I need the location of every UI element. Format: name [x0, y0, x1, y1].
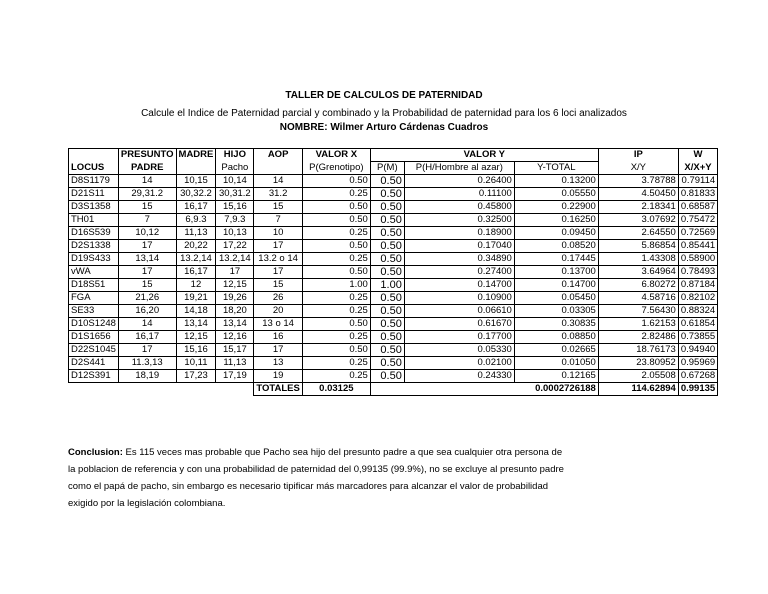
cell-ip: 2.82486 [598, 331, 678, 344]
cell-ph: 0.61670 [404, 318, 514, 331]
cell-ip: 2.18341 [598, 201, 678, 214]
cell-px: 1.00 [302, 279, 370, 292]
cell-ph: 0.14700 [404, 279, 514, 292]
cell-w: 0.61854 [678, 318, 717, 331]
cell-px: 0.50 [302, 266, 370, 279]
cell-hijo: 17 [216, 266, 254, 279]
cell-padre: 13,14 [118, 253, 176, 266]
header-aop-blank [254, 162, 302, 175]
cell-yt: 0.16250 [514, 214, 598, 227]
cell-ph: 0.18900 [404, 227, 514, 240]
header-locus: LOCUS [69, 162, 119, 175]
header-x-xy: X/X+Y [678, 162, 717, 175]
cell-hijo: 19,26 [216, 292, 254, 305]
conclusion-line [68, 444, 708, 461]
totals-blank [370, 383, 404, 396]
table-row [69, 188, 718, 201]
cell-hijo: 17,22 [216, 240, 254, 253]
cell-aop: 17 [254, 240, 302, 253]
header-madre: MADRE [176, 149, 216, 162]
cell-aop: 13 o 14 [254, 318, 302, 331]
cell-madre: 17,23 [176, 370, 216, 383]
cell-yt: 0.05450 [514, 292, 598, 305]
cell-hijo: 10,13 [216, 227, 254, 240]
cell-madre: 10,11 [176, 357, 216, 370]
cell-ph: 0.34890 [404, 253, 514, 266]
header-madre-blank [176, 162, 216, 175]
cell-padre: 21,26 [118, 292, 176, 305]
cell-yt: 0.02665 [514, 344, 598, 357]
cell-locus: D22S1045 [69, 344, 119, 357]
instructions-text: Calcule el Indice de Paternidad parcial y combinado y la Probabilidad de paternidad para los 6 loci analizados [141, 108, 627, 119]
cell-pm: 0.50 [370, 305, 404, 318]
cell-aop: 26 [254, 292, 302, 305]
cell-aop: 7 [254, 214, 302, 227]
document-title: TALLER DE CALCULOS DE PATERNIDAD [285, 90, 483, 101]
cell-madre: 19,21 [176, 292, 216, 305]
cell-hijo: 11,13 [216, 357, 254, 370]
cell-px: 0.25 [302, 331, 370, 344]
cell-w: 0.73855 [678, 331, 717, 344]
cell-pm: 0.50 [370, 357, 404, 370]
cell-pm: 0.50 [370, 266, 404, 279]
cell-aop: 31.2 [254, 188, 302, 201]
cell-madre: 14,18 [176, 305, 216, 318]
cell-w: 0.67268 [678, 370, 717, 383]
cell-hijo: 12,15 [216, 279, 254, 292]
header-presunto: PRESUNTO [118, 149, 176, 162]
cell-aop: 10 [254, 227, 302, 240]
totals-blank [118, 383, 176, 396]
cell-ip: 3.64964 [598, 266, 678, 279]
header-p-h: P(H/Hombre al azar) [404, 162, 514, 175]
cell-locus: D8S1179 [69, 175, 119, 188]
cell-yt: 0.12165 [514, 370, 598, 383]
cell-hijo: 17,19 [216, 370, 254, 383]
cell-madre: 16,17 [176, 266, 216, 279]
table-row [69, 266, 718, 279]
cell-padre: 17 [118, 240, 176, 253]
totals-blank [176, 383, 216, 396]
cell-padre: 11.3,13 [118, 357, 176, 370]
cell-yt: 0.13700 [514, 266, 598, 279]
cell-ip: 7.56430 [598, 305, 678, 318]
cell-aop: 16 [254, 331, 302, 344]
cell-aop: 19 [254, 370, 302, 383]
table-row [69, 175, 718, 188]
cell-ip: 3.07692 [598, 214, 678, 227]
totals-w: 0.99135 [678, 383, 717, 396]
cell-madre: 10,15 [176, 175, 216, 188]
cell-pm: 0.50 [370, 201, 404, 214]
conclusion-line: exigido por la legislación colombiana. [68, 498, 226, 509]
cell-aop: 17 [254, 266, 302, 279]
cell-hijo: 15,16 [216, 201, 254, 214]
header-padre: PADRE [118, 162, 176, 175]
cell-ip: 23.80952 [598, 357, 678, 370]
cell-w: 0.81833 [678, 188, 717, 201]
cell-locus: D10S1248 [69, 318, 119, 331]
cell-padre: 29,31.2 [118, 188, 176, 201]
table-row [69, 318, 718, 331]
cell-hijo: 13,14 [216, 318, 254, 331]
table-row [69, 253, 718, 266]
cell-pm: 0.50 [370, 370, 404, 383]
cell-padre: 16,20 [118, 305, 176, 318]
cell-locus: vWA [69, 266, 119, 279]
table-row [69, 201, 718, 214]
totals-blank [404, 383, 514, 396]
cell-w: 0.68587 [678, 201, 717, 214]
cell-w: 0.78493 [678, 266, 717, 279]
header-p-m: P(M) [370, 162, 404, 175]
cell-ip: 6.80272 [598, 279, 678, 292]
cell-yt: 0.09450 [514, 227, 598, 240]
cell-w: 0.87184 [678, 279, 717, 292]
cell-aop: 15 [254, 201, 302, 214]
cell-yt: 0.30835 [514, 318, 598, 331]
header-valor-x: VALOR X [302, 149, 370, 162]
cell-w: 0.82102 [678, 292, 717, 305]
cell-pm: 0.50 [370, 292, 404, 305]
table-body [69, 175, 718, 383]
table-row [69, 240, 718, 253]
cell-ip: 1.43308 [598, 253, 678, 266]
cell-ip: 18.76173 [598, 344, 678, 357]
totals-label: TOTALES [254, 383, 302, 396]
totals-row [69, 383, 718, 396]
header-aop: AOP [254, 149, 302, 162]
conclusion-label: Conclusion: [68, 447, 123, 458]
header-x-y: X/Y [598, 162, 678, 175]
cell-px: 0.25 [302, 370, 370, 383]
cell-yt: 0.03305 [514, 305, 598, 318]
table-row [69, 305, 718, 318]
cell-madre: 13,14 [176, 318, 216, 331]
cell-aop: 15 [254, 279, 302, 292]
cell-ph: 0.45800 [404, 201, 514, 214]
cell-pm: 0.50 [370, 240, 404, 253]
totals-blank [69, 383, 119, 396]
cell-ph: 0.26400 [404, 175, 514, 188]
cell-ip: 5.86854 [598, 240, 678, 253]
cell-ph: 0.24330 [404, 370, 514, 383]
cell-locus: D19S433 [69, 253, 119, 266]
cell-padre: 10,12 [118, 227, 176, 240]
cell-aop: 13.2 o 14 [254, 253, 302, 266]
table-row [69, 344, 718, 357]
conclusion-paragraph [68, 444, 708, 512]
cell-locus: TH01 [69, 214, 119, 227]
cell-ph: 0.02100 [404, 357, 514, 370]
cell-ip: 2.05508 [598, 370, 678, 383]
cell-ph: 0.06610 [404, 305, 514, 318]
cell-madre: 16,17 [176, 201, 216, 214]
cell-px: 0.50 [302, 201, 370, 214]
cell-padre: 16,17 [118, 331, 176, 344]
header-w: W [678, 149, 717, 162]
cell-aop: 17 [254, 344, 302, 357]
cell-ph: 0.17700 [404, 331, 514, 344]
header-p-genotipo: P(Grenotipo) [302, 162, 370, 175]
cell-padre: 17 [118, 266, 176, 279]
table-row [69, 279, 718, 292]
cell-hijo: 7,9.3 [216, 214, 254, 227]
header-hijo: HIJO [216, 149, 254, 162]
cell-locus: SE33 [69, 305, 119, 318]
header-row-2 [69, 162, 718, 175]
cell-locus: D2S441 [69, 357, 119, 370]
cell-madre: 13.2,14 [176, 253, 216, 266]
cell-ph: 0.05330 [404, 344, 514, 357]
cell-pm: 0.50 [370, 318, 404, 331]
cell-ip: 1.62153 [598, 318, 678, 331]
cell-locus: D18S51 [69, 279, 119, 292]
cell-pm: 0.50 [370, 214, 404, 227]
cell-locus: D21S11 [69, 188, 119, 201]
cell-w: 0.95969 [678, 357, 717, 370]
cell-px: 0.50 [302, 344, 370, 357]
cell-w: 0.94940 [678, 344, 717, 357]
student-name: NOMBRE: Wilmer Arturo Cárdenas Cuadros [279, 122, 489, 133]
cell-ph: 0.17040 [404, 240, 514, 253]
cell-ip: 4.50450 [598, 188, 678, 201]
cell-yt: 0.14700 [514, 279, 598, 292]
cell-w: 0.88324 [678, 305, 717, 318]
header-row-1 [69, 149, 718, 162]
cell-hijo: 15,17 [216, 344, 254, 357]
conclusion-text: Es 115 veces mas probable que Pacho sea hijo del presunto padre a que sea cualquier otra persona de [122, 447, 563, 458]
cell-aop: 13 [254, 357, 302, 370]
cell-px: 0.50 [302, 175, 370, 188]
cell-px: 0.25 [302, 227, 370, 240]
cell-padre: 15 [118, 201, 176, 214]
totals-x: 0.03125 [302, 383, 370, 396]
cell-yt: 0.08520 [514, 240, 598, 253]
cell-locus: D3S1358 [69, 201, 119, 214]
conclusion-line: como el papá de pacho, sin embargo es necesario tipificar más marcadores para alcanzar el valor de probabilidad [68, 481, 549, 492]
cell-pm: 0.50 [370, 253, 404, 266]
cell-yt: 0.08850 [514, 331, 598, 344]
cell-madre: 15,16 [176, 344, 216, 357]
cell-w: 0.75472 [678, 214, 717, 227]
cell-ip: 3.78788 [598, 175, 678, 188]
cell-ph: 0.32500 [404, 214, 514, 227]
cell-w: 0.58900 [678, 253, 717, 266]
paternity-table [68, 148, 718, 396]
cell-pm: 1.00 [370, 279, 404, 292]
totals-y: 0.0002726188 [514, 383, 598, 396]
cell-ph: 0.11100 [404, 188, 514, 201]
cell-yt: 0.17445 [514, 253, 598, 266]
table-row [69, 227, 718, 240]
cell-yt: 0.01050 [514, 357, 598, 370]
cell-px: 0.50 [302, 240, 370, 253]
cell-padre: 15 [118, 279, 176, 292]
cell-ip: 4.58716 [598, 292, 678, 305]
cell-hijo: 10,14 [216, 175, 254, 188]
cell-px: 0.25 [302, 357, 370, 370]
cell-locus: D2S1338 [69, 240, 119, 253]
cell-madre: 30,32.2 [176, 188, 216, 201]
cell-pm: 0.50 [370, 175, 404, 188]
cell-madre: 20,22 [176, 240, 216, 253]
cell-padre: 14 [118, 175, 176, 188]
conclusion-line: la poblacion de referencia y con una probabilidad de paternidad del 0,99135 (99.9%), no se excluye al presunto padre [68, 464, 564, 475]
cell-w: 0.72569 [678, 227, 717, 240]
cell-pm: 0.50 [370, 188, 404, 201]
header-y-total: Y-TOTAL [514, 162, 598, 175]
cell-padre: 7 [118, 214, 176, 227]
cell-aop: 14 [254, 175, 302, 188]
cell-px: 0.50 [302, 318, 370, 331]
cell-locus: D12S391 [69, 370, 119, 383]
cell-yt: 0.13200 [514, 175, 598, 188]
header-pacho: Pacho [216, 162, 254, 175]
cell-ph: 0.27400 [404, 266, 514, 279]
header-blank [69, 149, 119, 162]
cell-madre: 6,9.3 [176, 214, 216, 227]
cell-px: 0.25 [302, 253, 370, 266]
cell-yt: 0.05550 [514, 188, 598, 201]
table-row [69, 370, 718, 383]
totals-ip: 114.62894 [598, 383, 678, 396]
cell-pm: 0.50 [370, 227, 404, 240]
cell-locus: FGA [69, 292, 119, 305]
cell-madre: 12 [176, 279, 216, 292]
header-valor-y: VALOR Y [370, 149, 598, 162]
cell-px: 0.25 [302, 292, 370, 305]
totals-blank [216, 383, 254, 396]
table-row [69, 214, 718, 227]
cell-madre: 11,13 [176, 227, 216, 240]
header-ip: IP [598, 149, 678, 162]
cell-w: 0.85441 [678, 240, 717, 253]
cell-aop: 20 [254, 305, 302, 318]
cell-px: 0.25 [302, 305, 370, 318]
cell-padre: 14 [118, 318, 176, 331]
cell-locus: D1S1656 [69, 331, 119, 344]
cell-w: 0.79114 [678, 175, 717, 188]
cell-px: 0.50 [302, 214, 370, 227]
cell-madre: 12,15 [176, 331, 216, 344]
table-row [69, 357, 718, 370]
table-row [69, 292, 718, 305]
cell-hijo: 12,16 [216, 331, 254, 344]
cell-padre: 17 [118, 344, 176, 357]
cell-ph: 0.10900 [404, 292, 514, 305]
cell-hijo: 13.2,14 [216, 253, 254, 266]
cell-px: 0.25 [302, 188, 370, 201]
table-row [69, 331, 718, 344]
cell-hijo: 30,31.2 [216, 188, 254, 201]
cell-locus: D16S539 [69, 227, 119, 240]
cell-yt: 0.22900 [514, 201, 598, 214]
cell-ip: 2.64550 [598, 227, 678, 240]
cell-pm: 0.50 [370, 331, 404, 344]
cell-hijo: 18,20 [216, 305, 254, 318]
cell-padre: 18,19 [118, 370, 176, 383]
cell-pm: 0.50 [370, 344, 404, 357]
